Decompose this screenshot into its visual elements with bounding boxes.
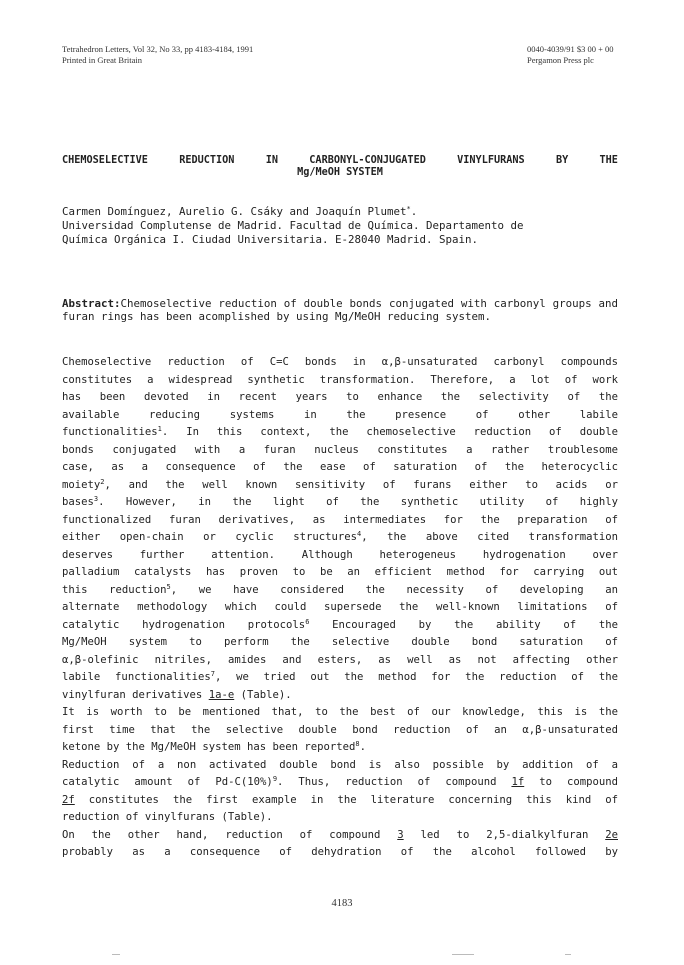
body-line: deserves further attention. Although heterogeneus hydrogenation over [62, 548, 618, 561]
body-line: 2f constitutes the first example in the literature concerning this kind of [62, 793, 618, 806]
body-line: vinylfuran derivatives 1a-e (Table). [62, 688, 292, 701]
compound-ref: 3 [397, 828, 404, 841]
reference-mark: 2 [100, 477, 105, 486]
issn-code: 0040-4039/91 $3 00 + 00 [527, 44, 614, 54]
printed-in: Printed in Great Britain [62, 55, 143, 65]
abstract-label: Abstract: [62, 297, 121, 310]
title-word: BY [555, 155, 569, 166]
title-word: REDUCTION [179, 155, 235, 166]
body-line: case, as a consequence of the ease of saturation of the heterocyclic [62, 461, 618, 473]
article-title [62, 155, 618, 179]
body-line: palladium catalysts has proven to be an efficient method for carrying out [62, 566, 618, 578]
reference-mark: 3 [93, 495, 99, 503]
abstract [62, 297, 618, 323]
publisher: Pergamon Press plc [527, 55, 594, 65]
title-word: IN [265, 155, 278, 166]
body-line: ketone by the Mg/MeOH system has been reported$^8$. [62, 740, 366, 753]
author-names: Carmen Domínguez, Aurelio G. Csáky and Joaquín Plumet*. [62, 205, 418, 218]
body-line: catalytic hydrogenation protocols$^6$ Encouraged by the ability of the [62, 617, 618, 631]
corresponding-author-mark: * [406, 205, 411, 213]
page-number: 4183 [331, 898, 353, 909]
body-line: Reduction of a non activated double bond is also possible by addition of a [62, 758, 618, 771]
reference-mark: 7 [210, 670, 215, 678]
reference-mark: 1 [157, 425, 162, 433]
body-line: either open-chain or cyclic structures$^4$, the above cited transformation [62, 530, 618, 543]
reference-mark: 4 [357, 530, 362, 538]
body-line: this reduction$^5$, we have considered the necessity of developing an [62, 582, 619, 596]
body-line: has been devoted in recent years to enhance the selectivity of the [62, 391, 618, 403]
title-word: THE [599, 155, 618, 166]
authors-block [62, 205, 622, 247]
body-line: probably as a consequence of dehydration of the alcohol followed by [62, 846, 618, 858]
scan-artifact [565, 954, 571, 955]
title-line-2: Mg/MeOH SYSTEM [297, 167, 383, 178]
body-line: On the other hand, reduction of compound 3 led to 2,5-dialkylfuran 2e [62, 828, 618, 841]
body-line: Chemoselective reduction of C=C bonds in α,β-unsaturated carbonyl compounds [62, 356, 618, 368]
title-word: CHEMOSELECTIVE [62, 155, 148, 166]
body-line: bases$^3$. However, in the light of the synthetic utility of highly [62, 495, 618, 508]
body-line: functionalized furan derivatives, as intermediates for the preparation of [62, 513, 618, 526]
title-word: VINYLFURANS [457, 155, 525, 166]
body-line: moiety$^2$, and the well known sensitivity of furans either to acids or [62, 477, 618, 491]
affiliation-line-1: Universidad Complutense de Madrid. Facultad de Química. Departamento de [62, 219, 524, 232]
compound-ref: 1f [511, 776, 525, 788]
body-line: functionalities$^1$. In this context, the chemoselective reduction of double [62, 425, 618, 438]
journal-citation: Tetrahedron Letters, Vol 32, No 33, pp 4183-4184, 1991 [62, 44, 254, 54]
body-line: constitutes a widespread synthetic transformation. Therefore, a lot of work [62, 373, 618, 386]
title-word: CARBONYL-CONJUGATED [309, 155, 426, 166]
compound-ref: 2f [62, 793, 75, 806]
affiliation-line-2: Química Orgánica I. Ciudad Universitaria. E-28040 Madrid. Spain. [62, 233, 479, 246]
body-text [62, 354, 618, 862]
reference-mark: 9 [272, 775, 278, 783]
compound-ref: 1a-e [208, 688, 235, 701]
body-line: bonds conjugated with a furan nucleus constitutes a rather troublesome [62, 443, 618, 456]
body-line: labile functionalities$^7$, we tried out the method for the reduction of the [62, 670, 618, 683]
body-line: It is worth to be mentioned that, to the best of our knowledge, this is the [62, 706, 618, 718]
running-header-left [62, 44, 253, 66]
body-line: first time that the selective double bond reduction of an α,β-unsaturated [62, 723, 618, 736]
reference-mark: 5 [166, 582, 171, 591]
title-line-1 [62, 155, 618, 167]
scan-artifact [112, 954, 120, 955]
scan-artifact [452, 954, 474, 955]
abstract-text: Chemoselective reduction of double bonds conjugated with carbonyl groups and furan rings has been acomplished by using Mg/MeOH reducing system. [62, 297, 618, 323]
body-line: reduction of vinylfurans (Table). [62, 811, 273, 823]
body-line: Mg/MeOH system to perform the selective double bond saturation of [62, 636, 618, 648]
body-line: alternate methodology which could supersede the well-known limitations of [62, 601, 618, 613]
body-line: catalytic amount of $Pd-C(10\%)^9$. Thus, reduction of compound 1f to compound [62, 775, 618, 788]
running-header-right [527, 44, 614, 66]
compound-ref: 2e [605, 828, 618, 841]
reference-mark: 6 [305, 617, 310, 626]
reference-mark: 8 [355, 740, 360, 748]
body-line: α,β-olefinic nitriles, amides and esters, as well as not affecting other [62, 653, 618, 666]
body-line: available reducing systems in the presence of other labile [62, 408, 618, 421]
